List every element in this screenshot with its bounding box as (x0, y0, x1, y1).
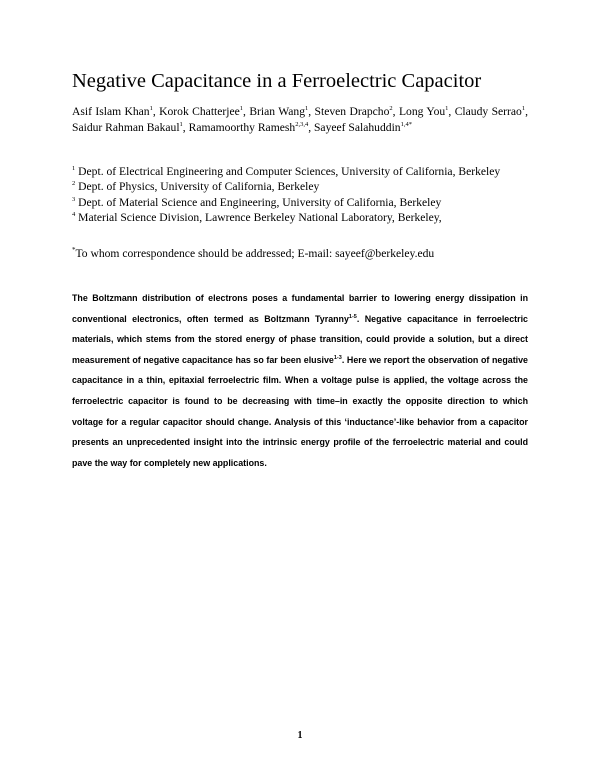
correspondence-text: To whom correspondence should be addressed; E-mail: sayeef@berkeley.edu (75, 246, 435, 260)
affiliation-mark: 2 (72, 180, 76, 188)
author-name: Brian Wang (249, 105, 306, 118)
author-name: Sayeef Salahuddin (313, 120, 401, 134)
affiliation-item (72, 210, 542, 225)
abstract-paragraph (72, 288, 528, 473)
correspondence-note (72, 246, 434, 260)
affiliation-text: Dept. of Electrical Engineering and Computer Sciences, University of California, Berkeley (78, 165, 501, 178)
abstract-text: . Negative capacitance in ferroelectric materials, which stems from the stored energy of phase transition, could provide a solution, but a direct measurement of negative capacitance has so far been elusive (72, 313, 528, 365)
author-affiliation-mark: 2,3,4 (295, 120, 309, 128)
paper-title: Negative Capacitance in a Ferroelectric Capacitor (72, 70, 482, 92)
author-affiliation-mark: 1 (445, 105, 449, 113)
affiliation-text: Dept. of Physics, University of California, Berkeley (78, 180, 320, 194)
author-affiliation-mark: 1 (305, 105, 309, 113)
author-list: Asif Islam Khan$^1$, Korok Chatterjee$^1$, Brian Wang$^1$, Steven Drapcho$^2$, Long You$^1$, Claudy Serrao$^1$, Saidur Rahman Bakaul$^1$, Ramamoorthy Ramesh$^{2,3,4}$, Sayeef Salahuddin$^{1,4*}$ (72, 105, 528, 134)
author-affiliation-mark: 1,4* (400, 120, 412, 128)
affiliation-item (72, 164, 542, 179)
author-name: Asif Islam Khan (72, 105, 150, 118)
affiliation-text: Material Science Division, Lawrence Berkeley National Laboratory, Berkeley, (78, 210, 442, 224)
author-affiliation-mark: 1 (179, 120, 183, 128)
author-name: Long You (398, 105, 446, 118)
affiliation-mark: 4 (72, 211, 76, 219)
author-affiliation-mark: 1 (239, 105, 244, 113)
affiliation-text: Dept. of Material Science and Engineering, University of California, Berkeley (78, 195, 442, 209)
correspondence-mark: * (72, 246, 76, 254)
citation-mark: 1-5 (348, 313, 357, 320)
page-number: 1 (297, 730, 303, 741)
author-name: Steven Drapcho (314, 105, 390, 118)
affiliation-mark: 1 (72, 165, 76, 173)
affiliation-item (72, 179, 542, 194)
author-name: Ramamoorthy Ramesh (188, 120, 296, 134)
citation-mark: 1-3 (333, 354, 342, 361)
affiliation-item (72, 195, 542, 210)
affiliation-list (72, 164, 542, 225)
abstract-text: The Boltzmann distribution of electrons poses a fundamental barrier to lowering energy dissipation in conventional electronics, often termed as Boltzmann Tyranny (72, 293, 528, 324)
author-name: Korok Chatterjee (159, 105, 240, 118)
author-affiliation-mark: 2 (389, 105, 393, 113)
abstract-text: . Here we report the observation of negative capacitance in a thin, epitaxial ferroelectric film. When a voltage pulse is applied, the voltage across the ferroelectric capacitor is found to be decreasing with time–in exactly the opposite direction to which voltage for a regular capacitor should change. Analysis of this ‘inductance’-like behavior from a capacitor presents an unprecedented insight into the intrinsic energy profile of the ferroelectric material and could pave the way for completely new applications. (72, 354, 528, 468)
author-affiliation-mark: 1 (521, 105, 526, 113)
author-name: Saidur Rahman Bakaul (72, 120, 180, 134)
author-affiliation-mark: 1 (149, 105, 153, 113)
author-name: Claudy Serrao (454, 105, 522, 118)
affiliation-mark: 3 (72, 195, 76, 203)
